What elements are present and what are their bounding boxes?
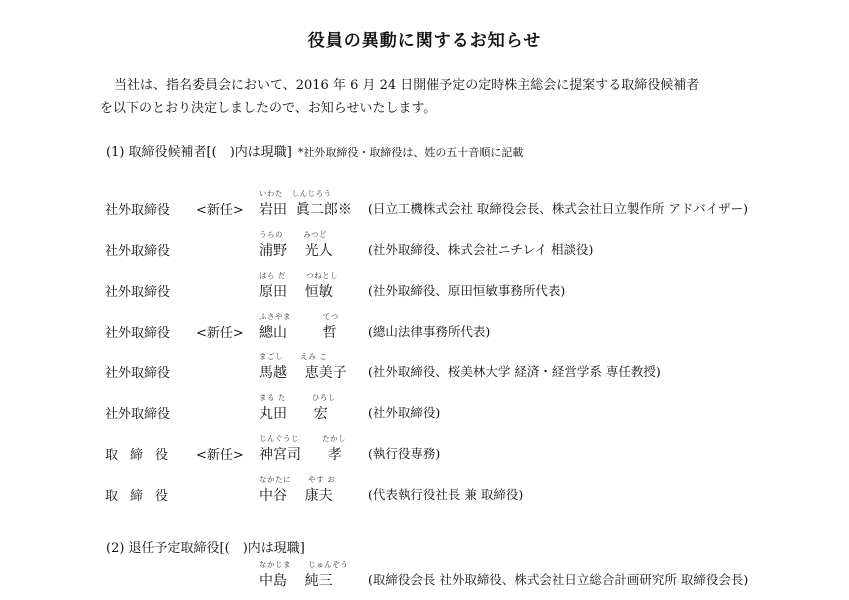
name-reading: まる た ひろし: [259, 393, 336, 402]
section-2-heading: [106, 537, 305, 556]
position-label: 社外取締役: [105, 326, 171, 341]
position-label: 社外取締役: [105, 407, 171, 422]
position-label: 社外取締役: [105, 244, 171, 259]
new-appointment-tag: <新任>: [196, 448, 244, 463]
candidate-name: 丸田 宏: [259, 406, 328, 422]
current-position: (取締役会長 社外取締役、株式会社日立総合計画研究所 取締役会長): [368, 572, 749, 587]
candidate-row: [0, 475, 849, 509]
candidate-name: 岩田 眞二郎※: [259, 202, 352, 218]
candidate-row: [0, 189, 849, 223]
current-position: (社外取締役): [368, 405, 441, 420]
candidate-row: [0, 434, 849, 468]
retiring-row: [0, 560, 849, 594]
candidate-row: [0, 352, 849, 386]
current-position: (代表執行役社長 兼 取締役): [368, 487, 524, 502]
page-title: 役員の異動に関するお知らせ: [307, 31, 542, 51]
current-position: (社外取締役、桜美林大学 経済・経営学系 専任教授): [368, 364, 661, 379]
section-2-title: (2) 退任予定取締役[( )内は現職]: [106, 541, 305, 556]
position-label: 取締役: [105, 489, 181, 504]
name-reading: じんぐうじ たかし: [259, 434, 347, 443]
candidate-row: [0, 312, 849, 346]
candidate-name: 總山 哲: [259, 325, 337, 341]
retiring-name: 中島 純三: [259, 573, 333, 589]
name-reading: ふさやま てつ: [259, 312, 339, 321]
current-position: (執行役専務): [368, 446, 441, 461]
current-position: (日立工機株式会社 取締役会長、株式会社日立製作所 アドバイザー): [368, 201, 748, 216]
position-label: 社外取締役: [105, 285, 171, 300]
current-position: (社外取締役、株式会社ニチレイ 相談役): [368, 242, 594, 257]
candidate-name: 浦野 光人: [259, 243, 333, 259]
name-reading: うらの みつど: [259, 230, 328, 239]
candidate-name: 原田 恒敏: [259, 284, 333, 300]
section-1-heading: [106, 141, 523, 160]
name-reading: いわた しんじろう: [259, 189, 332, 198]
current-position: (社外取締役、原田恒敏事務所代表): [368, 283, 566, 298]
intro-line-1: 当社は、指名委員会において、2016 年 6 月 24 日開催予定の定時株主総会に提案する取締役候補者: [114, 78, 700, 93]
section-1-note: *社外取締役・取締役は、姓の五十音順に記載: [297, 146, 524, 159]
candidate-row: [0, 230, 849, 264]
intro-line-2: を以下のとおり決定しましたので、お知らせいたします。: [100, 101, 437, 116]
position-label: 取締役: [105, 448, 181, 463]
new-appointment-tag: <新任>: [196, 203, 244, 218]
candidate-row: [0, 393, 849, 427]
name-reading: なかたに やす お: [259, 475, 336, 484]
new-appointment-tag: <新任>: [196, 326, 244, 341]
candidate-name: 中谷 康夫: [259, 488, 333, 504]
position-label: 社外取締役: [105, 366, 171, 381]
candidate-row: [0, 271, 849, 305]
name-reading: はら だ つねとし: [259, 271, 339, 280]
candidate-name: 神宮司 孝: [259, 447, 342, 463]
position-label: 社外取締役: [105, 203, 171, 218]
candidate-name: 馬越 恵美子: [259, 365, 347, 381]
intro-paragraph: [100, 74, 800, 120]
name-reading: なかじま じゅんぞう: [259, 560, 349, 569]
current-position: (總山法律事務所代表): [368, 324, 491, 339]
section-1-title: (1) 取締役候補者[( )内は現職]: [106, 145, 292, 160]
name-reading: まごし えみ こ: [259, 352, 328, 361]
